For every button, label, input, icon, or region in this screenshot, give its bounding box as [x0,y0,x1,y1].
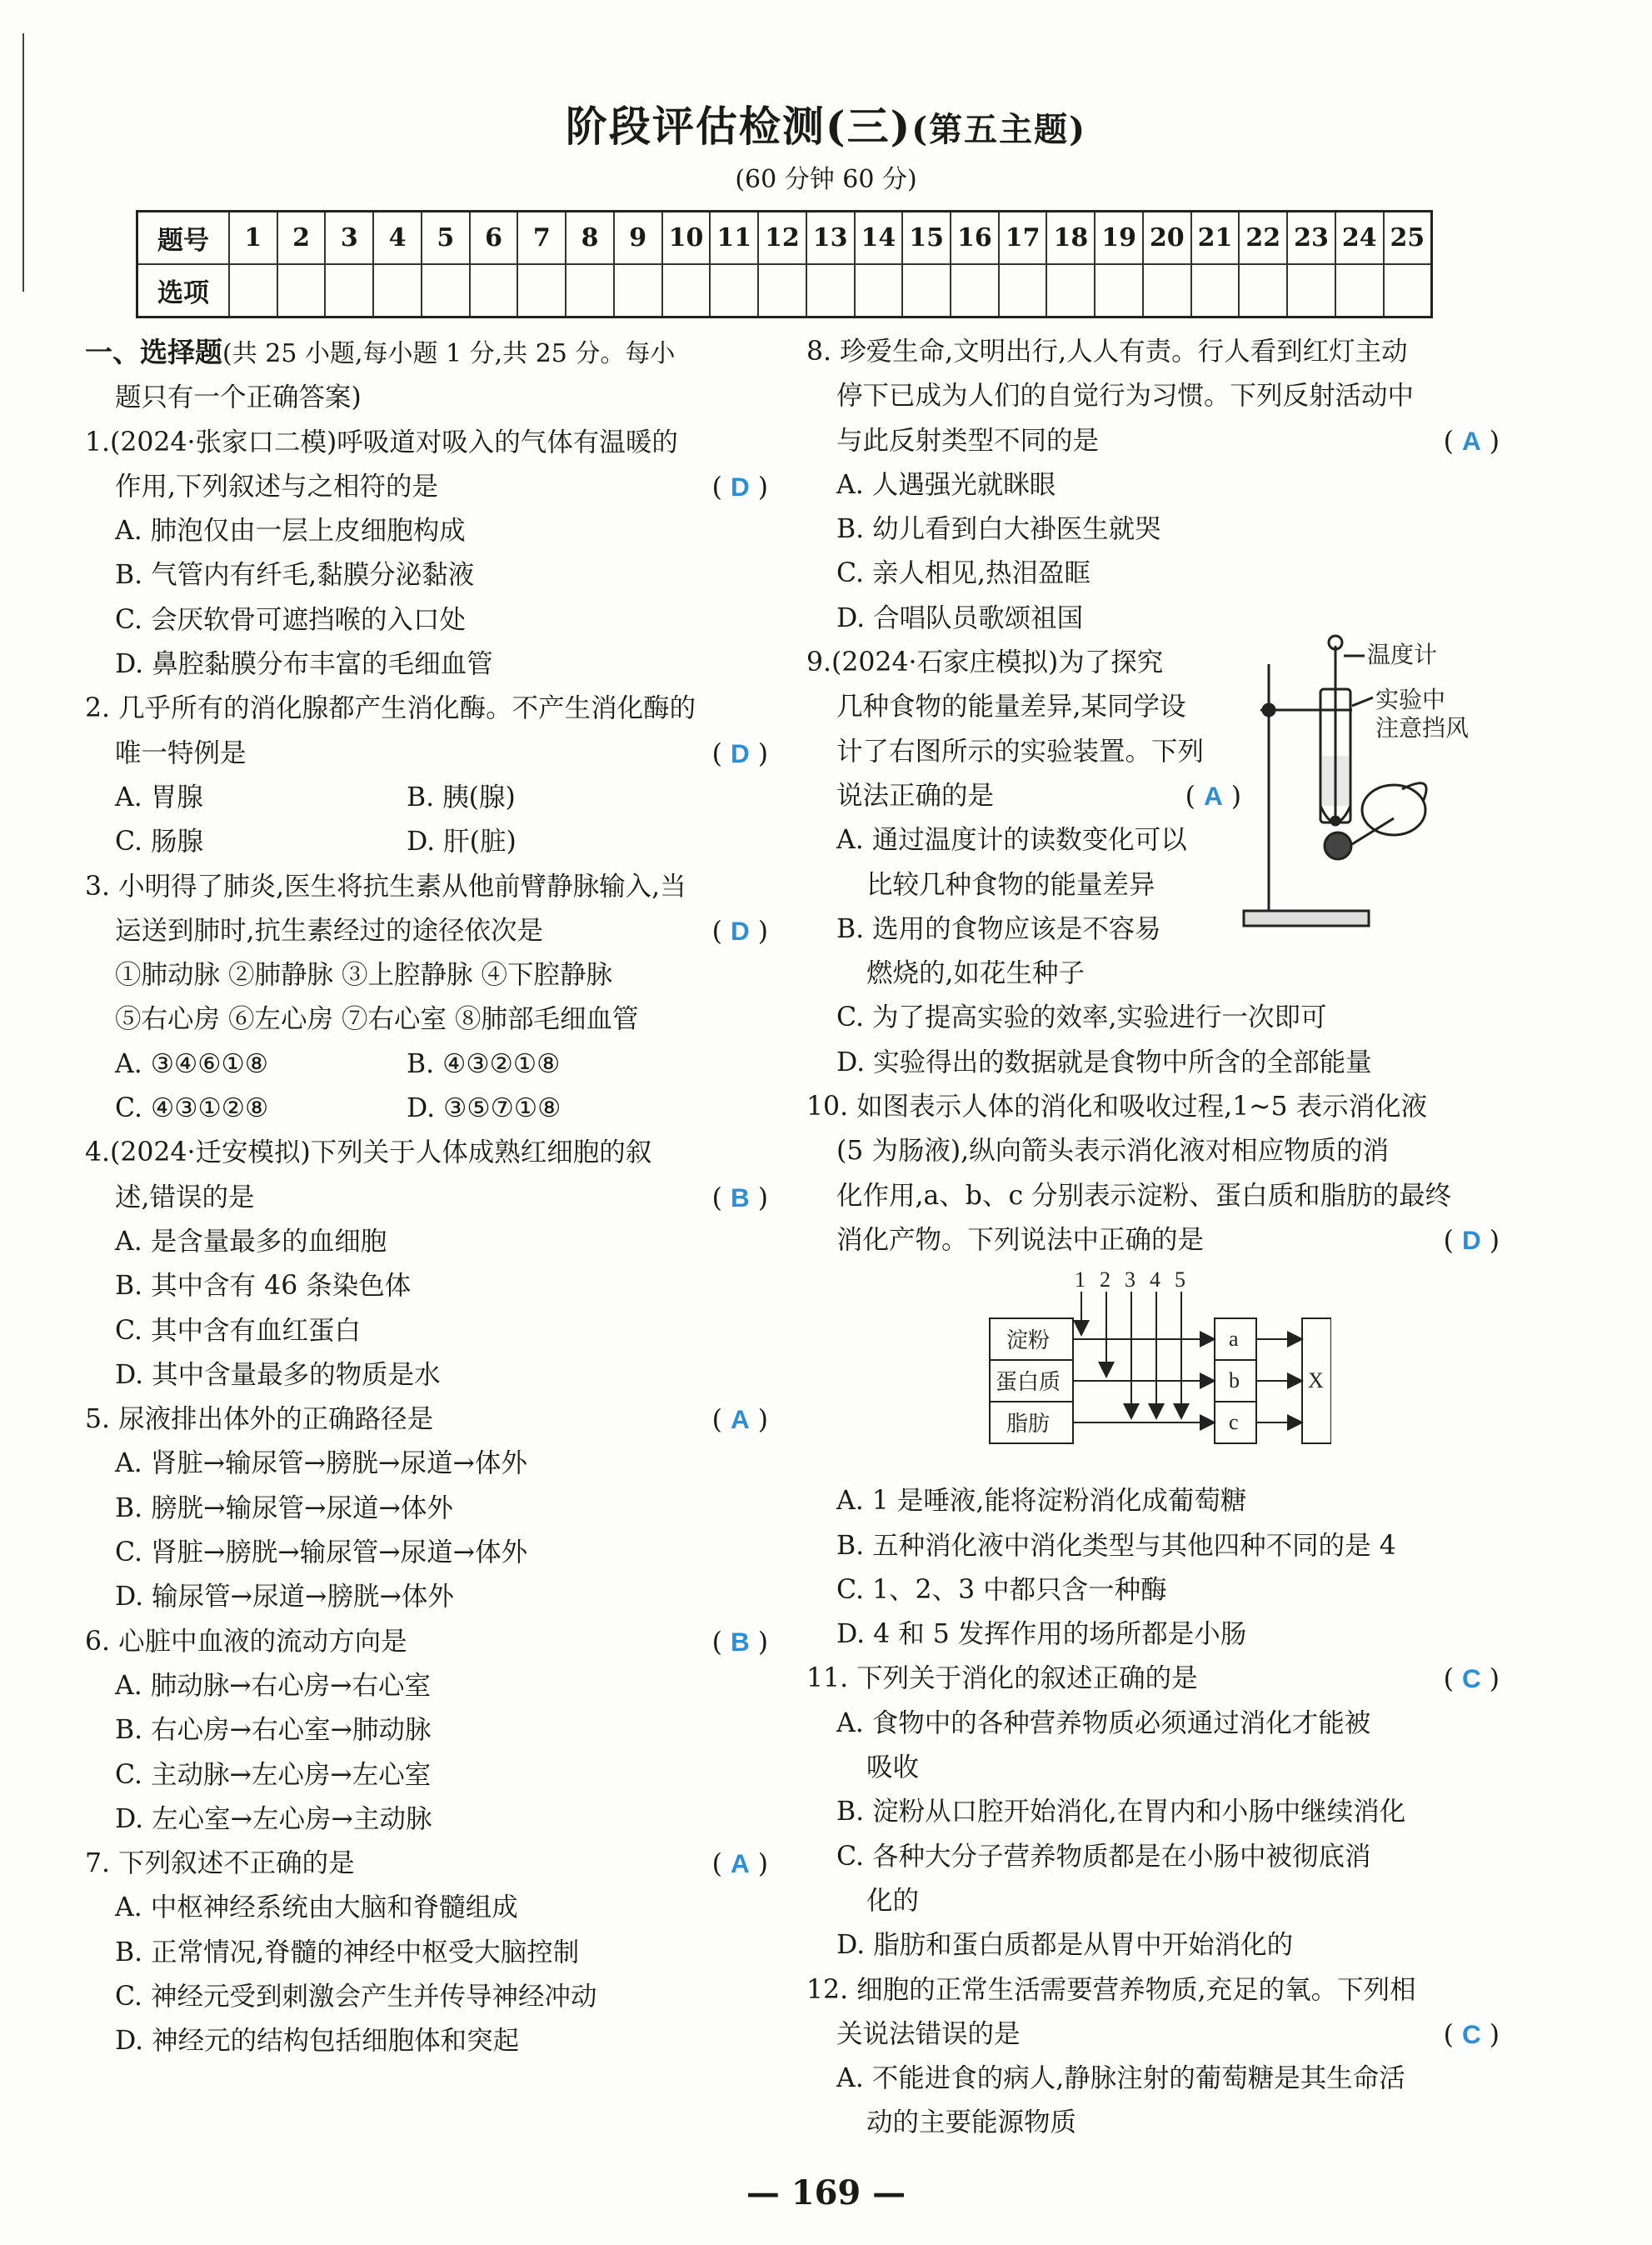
question-stem: 计了右图所示的实验装置。下列 [836,736,1205,767]
question-stem: 关说法错误的是 [836,2018,1021,2049]
answer-letter: D [730,471,750,502]
question-10 [806,1085,1500,1657]
grid-number: 20 [1143,212,1191,265]
option[interactable]: A. 不能进食的病人,静脉注射的葡萄糖是其生命活 [836,2063,1405,2094]
option[interactable]: A. 通过温度计的读数变化可以 [836,825,1187,856]
question-5 [85,1398,768,1619]
grid-number: 23 [1287,212,1335,265]
answer-mark: ( A ) [711,1404,768,1436]
question-stem: 2. 几乎所有的消化腺都产生消化酶。不产生消化酶的 [85,693,696,724]
question-stem: 说法正确的是 [836,780,995,811]
option[interactable]: A. 食物中的各种营养物质必须通过消化才能被 [836,1708,1371,1738]
grid-number: 16 [951,212,999,265]
option[interactable]: B. 正常情况,脊髓的神经中枢受大脑控制 [115,1937,580,1968]
question-6 [85,1620,768,1842]
question-stem: 6. 心脏中血液的流动方向是 [85,1626,407,1657]
grid-answer-cell[interactable] [1239,264,1287,318]
option[interactable]: A. 肺泡仅由一层上皮细胞构成 [115,516,466,547]
grid-answer-cell[interactable] [1384,264,1432,318]
option[interactable]: A. ③④⑥①⑧ [115,1048,268,1079]
answer-grid [136,210,1433,318]
option[interactable]: B. 胰(腺) [407,782,516,812]
answer-letter: C [1461,2018,1481,2049]
answer-letter: D [1461,1224,1481,1255]
answer-letter: C [1461,1663,1481,1694]
option[interactable]: C. 1、2、3 中都只含一种酶 [836,1574,1167,1605]
option[interactable]: D. 肝(脏) [407,827,517,858]
grid-answer-cell[interactable] [758,264,806,318]
grid-number: 24 [1335,212,1384,265]
option[interactable]: D. 左心室→左心房→主动脉 [115,1803,432,1834]
question-stem: 4.(2024·迁安模拟)下列关于人体成熟红细胞的叙 [85,1138,652,1168]
grid-answer-cell[interactable] [1287,264,1335,318]
label-note-2: 注意挡风 [1375,714,1470,742]
option-continued: 燃烧的,如花生种子 [866,958,1086,989]
product-label: b [1229,1368,1240,1393]
label-note-1: 实验中 [1375,686,1446,714]
grid-number: 12 [758,212,806,265]
option[interactable]: D. 合唱队员歌颂祖国 [836,602,1084,633]
question-1 [85,421,768,688]
option[interactable]: C. 神经元受到刺激会产生并传导神经冲动 [115,1981,597,2012]
digestion-diagram-area [806,1262,1500,1479]
fluid-label: 4 [1150,1268,1160,1292]
grid-number: 18 [1046,212,1095,265]
product-label: a [1229,1327,1239,1352]
fluid-label: 2 [1100,1268,1110,1292]
answer-mark: ( C ) [1443,2018,1500,2050]
grid-answer-cell[interactable] [999,264,1047,318]
grid-answer-cell[interactable] [422,264,470,318]
time-score: (60 分钟 60 分) [735,165,917,194]
grid-number: 21 [1191,212,1240,265]
grid-answer-cell[interactable] [614,264,662,318]
grid-number: 3 [325,212,373,265]
grid-answer-cell[interactable] [806,264,855,318]
answer-mark: ( D ) [711,915,768,947]
option[interactable]: A. 1 是唾液,能将淀粉消化成葡萄糖 [836,1486,1247,1517]
option[interactable]: A. 胃腺 [115,782,203,812]
answer-mark: ( A ) [1443,425,1500,457]
option-continued: 化的 [866,1885,920,1916]
answer-letter: B [730,1626,750,1657]
option[interactable]: D. 鼻腔黏膜分布丰富的毛细血管 [115,649,493,680]
answer-mark: ( A ) [711,1848,768,1880]
question-9 [806,641,1500,1085]
option[interactable]: B. 膀胱→输尿管→尿道→体外 [115,1492,453,1523]
grid-number: 19 [1095,212,1143,265]
question-stem: 化作用,a、b、c 分别表示淀粉、蛋白质和脂肪的最终 [836,1180,1452,1211]
grid-number: 1 [229,212,277,265]
option[interactable]: D. 脂肪和蛋白质都是从胃中开始消化的 [836,1930,1294,1961]
grid-answer-cell[interactable] [1046,264,1095,318]
option[interactable]: B. 气管内有纤毛,黏膜分泌黏液 [115,560,475,591]
answer-mark: ( D ) [711,738,768,769]
section-note: 题只有一个正确答案) [115,382,362,413]
grid-number: 14 [855,212,903,265]
question-stem: 几种食物的能量差异,某同学设 [836,692,1186,722]
grid-number: 9 [614,212,662,265]
option[interactable]: A. 肺动脉→右心房→右心室 [115,1670,432,1701]
question-stem: 与此反射类型不同的是 [836,425,1100,456]
option[interactable]: C. 其中含有血红蛋白 [115,1315,362,1346]
answer-letter: D [730,738,750,768]
grid-number: 10 [662,212,711,265]
question-stem: 3. 小明得了肺炎,医生将抗生素从他前臂静脉输入,当 [85,871,686,902]
grid-number: 4 [373,212,422,265]
grid-number: 11 [710,212,758,265]
grid-number: 25 [1384,212,1432,265]
option[interactable]: B. 右心房→右心室→肺动脉 [115,1715,432,1746]
grid-number: 17 [999,212,1047,265]
question-stem: 9.(2024·石家庄模拟)为了探究 [806,648,1164,678]
answer-mark: ( D ) [1443,1224,1500,1256]
grid-number-label: 题号 [137,212,230,265]
answer-mark: ( B ) [711,1626,768,1658]
experiment-apparatus-figure [1227,631,1494,956]
grid-answer-cell[interactable] [1095,264,1143,318]
answer-letter: A [730,1404,750,1435]
page-number: — 169 — [746,2173,906,2212]
grid-answer-cell[interactable] [517,264,566,318]
question-stem: 述,错误的是 [115,1182,255,1212]
answer-letter: A [1461,425,1481,456]
item-list: ①肺动脉 ②肺静脉 ③上腔静脉 ④下腔静脉 [115,960,613,991]
product-label: c [1229,1410,1239,1435]
grid-number: 13 [806,212,855,265]
question-stem: 7. 下列叙述不正确的是 [85,1848,355,1879]
question-stem: 唯一特例是 [115,738,247,768]
answer-mark: ( D ) [711,471,768,502]
option[interactable]: C. 各种大分子营养物质都是在小肠中被彻底消 [836,1841,1371,1872]
question-stem: 作用,下列叙述与之相符的是 [115,471,439,502]
option[interactable]: A. 肾脏→输尿管→膀胱→尿道→体外 [115,1448,527,1479]
option[interactable]: B. ④③②①⑧ [407,1048,561,1079]
option[interactable]: C. ④③①②⑧ [115,1093,269,1124]
fluid-label: 1 [1075,1268,1086,1292]
question-stem: 消化产物。下列说法中正确的是 [836,1224,1205,1255]
grid-answer-cell[interactable] [373,264,422,318]
question-stem: 5. 尿液排出体外的正确路径是 [85,1404,434,1435]
nutrient-label: 淀粉 [1006,1328,1051,1353]
option[interactable]: B. 幼儿看到白大褂医生就哭 [836,514,1161,545]
grid-answer-cell[interactable] [710,264,758,318]
option-continued: 吸收 [866,1752,920,1783]
left-column [85,330,768,2064]
question-4 [85,1131,768,1398]
option[interactable]: A. 中枢神经系统由大脑和脊髓组成 [115,1892,518,1923]
section-heading: 一、选择题(共 25 小题,每小题 1 分,共 25 分。每小 [85,337,676,368]
question-7 [85,1842,768,2063]
option[interactable]: C. 肠腺 [115,827,204,858]
option[interactable]: D. 神经元的结构包括细胞体和突起 [115,2026,520,2057]
right-column [806,330,1500,2146]
answer-letter: D [730,915,750,946]
grid-answer-cell[interactable] [470,264,518,318]
question-11 [806,1657,1500,1968]
question-12 [806,1968,1500,2146]
option[interactable]: B. 其中含有 46 条染色体 [115,1271,412,1302]
option[interactable]: A. 是含量最多的血细胞 [115,1226,387,1257]
grid-number: 7 [517,212,566,265]
option[interactable]: C. 主动脉→左心房→左心室 [115,1759,432,1790]
question-stem: 1.(2024·张家口二模)呼吸道对吸入的气体有温暖的 [85,427,678,458]
option[interactable]: B. 选用的食物应该是不容易 [836,913,1161,944]
grid-answer-cell[interactable] [951,264,999,318]
nutrient-label: 蛋白质 [996,1370,1061,1395]
grid-number: 22 [1239,212,1287,265]
answer-mark: ( B ) [711,1182,768,1213]
answer-mark: ( C ) [1443,1663,1500,1695]
answer-mark: ( A ) [1185,780,1241,812]
option[interactable]: D. 实验得出的数据就是食物中所含的全部能量 [836,1047,1372,1078]
digestion-diagram [981,1267,1331,1475]
grid-answer-cell[interactable] [325,264,373,318]
grid-number: 15 [902,212,951,265]
question-stem: 12. 细胞的正常生活需要营养物质,充足的氧。下列相 [806,1974,1416,2005]
option[interactable]: D. 其中含量最多的物质是水 [115,1359,441,1390]
question-2 [85,687,768,864]
item-list: ⑤右心房 ⑥左心房 ⑦右心室 ⑧肺部毛细血管 [115,1004,639,1035]
page-title: 阶段评估检测(三)(第五主题) [565,102,1087,151]
question-stem: 8. 珍爱生命,文明出行,人人有责。行人看到红灯主动 [806,337,1408,367]
option[interactable]: D. 输尿管→尿道→膀胱→体外 [115,1582,454,1612]
grid-answer-cell[interactable] [662,264,711,318]
x-label: X [1308,1368,1324,1393]
option[interactable]: D. 4 和 5 发挥作用的场所都是小肠 [836,1619,1247,1650]
label-thermometer: 温度计 [1367,641,1438,669]
grid-number: 5 [422,212,470,265]
option[interactable]: B. 淀粉从口腔开始消化,在胃内和小肠中继续消化 [836,1797,1406,1828]
question-stem: 11. 下列关于消化的叙述正确的是 [806,1663,1198,1694]
question-stem: 停下已成为人们的自觉行为习惯。下列反射活动中 [836,381,1415,412]
fluid-label: 5 [1175,1268,1185,1292]
answer-letter: A [1203,780,1223,811]
grid-answer-cell[interactable] [277,264,326,318]
option[interactable]: A. 人遇强光就眯眼 [836,469,1056,500]
question-8 [806,330,1500,641]
grid-answer-cell[interactable] [229,264,277,318]
question-3 [85,865,768,1132]
option[interactable]: C. 肾脏→膀胱→输尿管→尿道→体外 [115,1538,528,1568]
grid-number: 8 [566,212,614,265]
grid-option-label: 选项 [137,264,230,318]
grid-answer-cell[interactable] [855,264,903,318]
grid-number: 6 [470,212,518,265]
grid-number: 2 [277,212,326,265]
option-continued: 比较几种食物的能量差异 [866,869,1155,900]
grid-answer-cell[interactable] [902,264,951,318]
option[interactable]: C. 会厌软骨可遮挡喉的入口处 [115,604,467,635]
option-continued: 动的主要能源物质 [866,2108,1077,2138]
answer-letter: B [730,1182,750,1212]
option[interactable]: D. ③⑤⑦①⑧ [407,1093,561,1124]
nutrient-label: 脂肪 [1006,1412,1051,1437]
question-stem: 10. 如图表示人体的消化和吸收过程,1~5 表示消化液 [806,1092,1428,1122]
question-stem: (5 为肠液),纵向箭头表示消化液对相应物质的消 [836,1136,1390,1167]
option[interactable]: C. 为了提高实验的效率,实验进行一次即可 [836,1002,1327,1033]
grid-answer-cell[interactable] [1143,264,1191,318]
option[interactable]: C. 亲人相见,热泪盈眶 [836,558,1091,589]
fluid-label: 3 [1125,1268,1135,1292]
answer-letter: A [730,1848,750,1879]
grid-answer-cell[interactable] [1191,264,1240,318]
grid-answer-cell[interactable] [1335,264,1384,318]
grid-answer-cell[interactable] [566,264,614,318]
option[interactable]: B. 五种消化液中消化类型与其他四种不同的是 4 [836,1530,1396,1561]
question-stem: 运送到肺时,抗生素经过的途径依次是 [115,915,544,946]
